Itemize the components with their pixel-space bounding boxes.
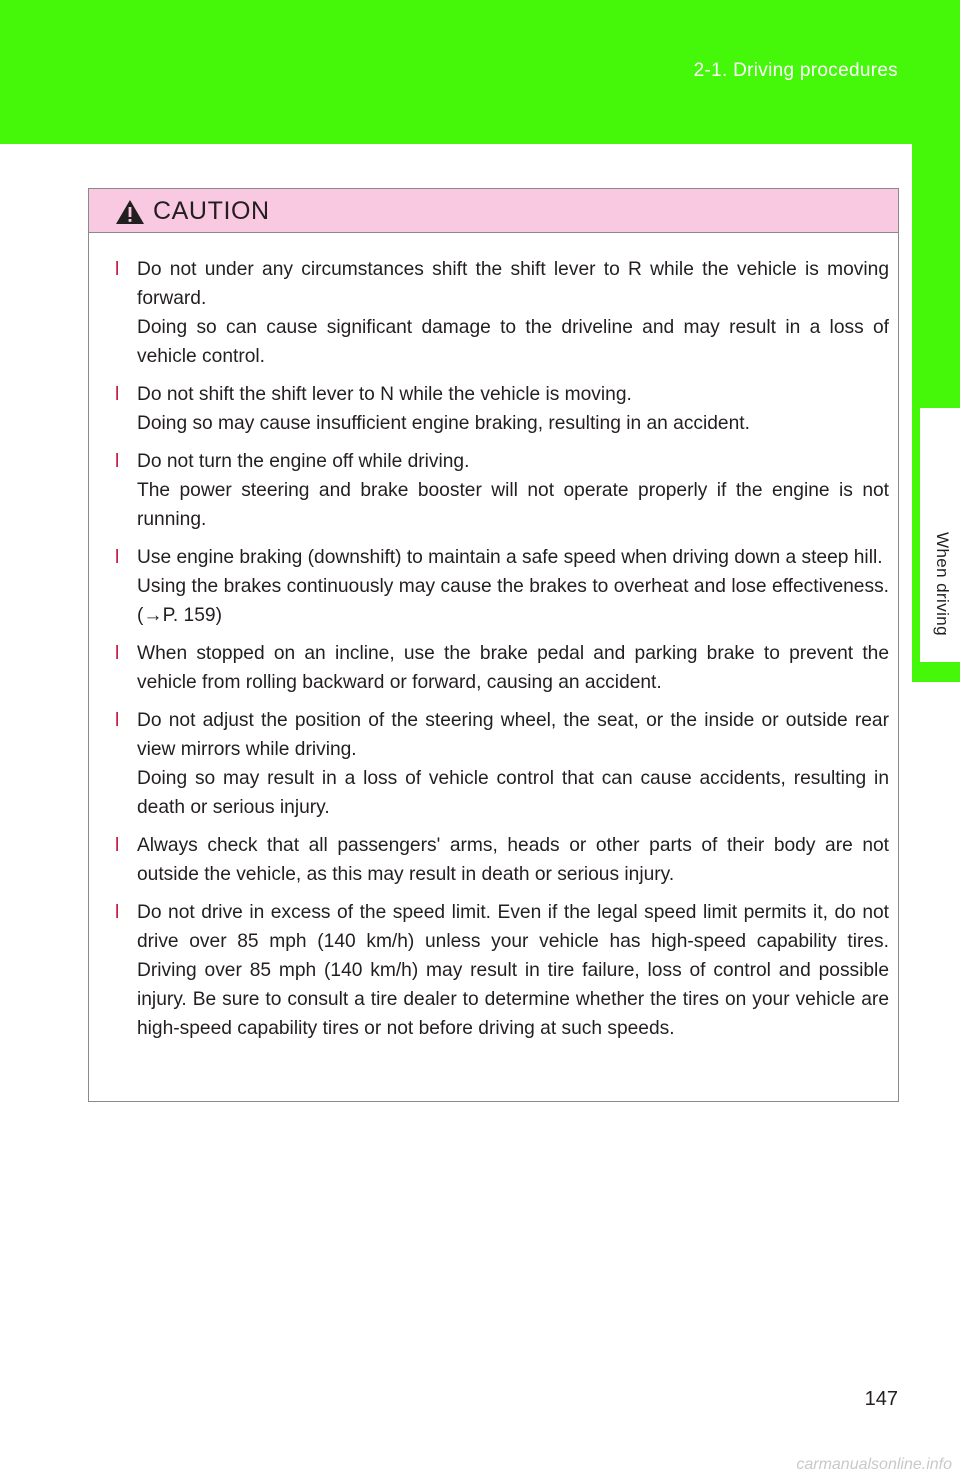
caution-item-text: Do not shift the shift lever to N while the vehicle is moving.	[137, 384, 632, 405]
header-band	[0, 0, 960, 144]
caution-header	[89, 189, 898, 233]
caution-item	[113, 639, 889, 697]
chapter-number: 2	[930, 442, 942, 465]
caution-item	[113, 543, 889, 630]
warning-triangle-icon	[115, 199, 145, 225]
watermark: carmanualsonline.info	[796, 1456, 952, 1473]
caution-item-text: Do not drive in excess of the speed limit. Even if the legal speed limit permits it, do not drive over 85 mph (140 km/h) unless your vehicle has high-speed capability tires. Driving over 85 mph (140 km/h) may result in tire failure, loss of control and possible injury. Be sure to consult a tire dealer to determine whether the tires on your vehicle are high-speed capability tires or not before driving at such speeds.	[137, 902, 889, 1039]
caution-title: CAUTION	[153, 197, 270, 225]
bullet-marker: l	[115, 259, 120, 280]
caution-item	[113, 831, 889, 889]
caution-item-text: Doing so may cause insufficient engine braking, resulting in an accident.	[137, 413, 750, 434]
bullet-marker: l	[115, 384, 120, 405]
caution-item-text: Using the brakes continuously may cause the brakes to overheat and lose effectiveness. (→P. 159)	[137, 576, 889, 626]
caution-item-text: Always check that all passengers' arms, heads or other parts of their body are not outside the vehicle, as this may result in death or serious injury.	[137, 835, 889, 885]
caution-item-text: Do not turn the engine off while driving.	[137, 451, 470, 472]
caution-item-text: Use engine braking (downshift) to maintain a safe speed when driving down a steep hill.	[137, 547, 883, 568]
bullet-marker: l	[115, 547, 120, 568]
caution-item	[113, 706, 889, 822]
bullet-marker: l	[115, 643, 120, 664]
caution-item	[113, 447, 889, 534]
bullet-marker: l	[115, 902, 120, 923]
bullet-marker: l	[115, 451, 120, 472]
chapter-label: When driving	[933, 532, 952, 637]
bullet-marker: l	[115, 710, 120, 731]
caution-item-text: Do not under any circumstances shift the shift lever to R while the vehicle is moving forward.	[137, 259, 889, 309]
section-title: 2-1. Driving procedures	[693, 60, 898, 81]
caution-list	[113, 255, 889, 1052]
caution-item-text: Doing so can cause significant damage to the driveline and may result in a loss of vehicle control.	[137, 317, 889, 367]
caution-item	[113, 255, 889, 371]
caution-item	[113, 380, 889, 438]
caution-item-text: Doing so may result in a loss of vehicle control that can cause accidents, resulting in death or serious injury.	[137, 768, 889, 818]
caution-box	[88, 188, 899, 1102]
page-number: 147	[864, 1388, 898, 1410]
caution-item-text: Do not adjust the position of the steering wheel, the seat, or the inside or outside rear view mirrors while driving.	[137, 710, 889, 760]
caution-item	[113, 898, 889, 1043]
bullet-marker: l	[115, 835, 120, 856]
caution-item-text: The power steering and brake booster will not operate properly if the engine is not running.	[137, 480, 889, 530]
caution-item-text: When stopped on an incline, use the brake pedal and parking brake to prevent the vehicle from rolling backward or forward, causing an accident.	[137, 643, 889, 693]
